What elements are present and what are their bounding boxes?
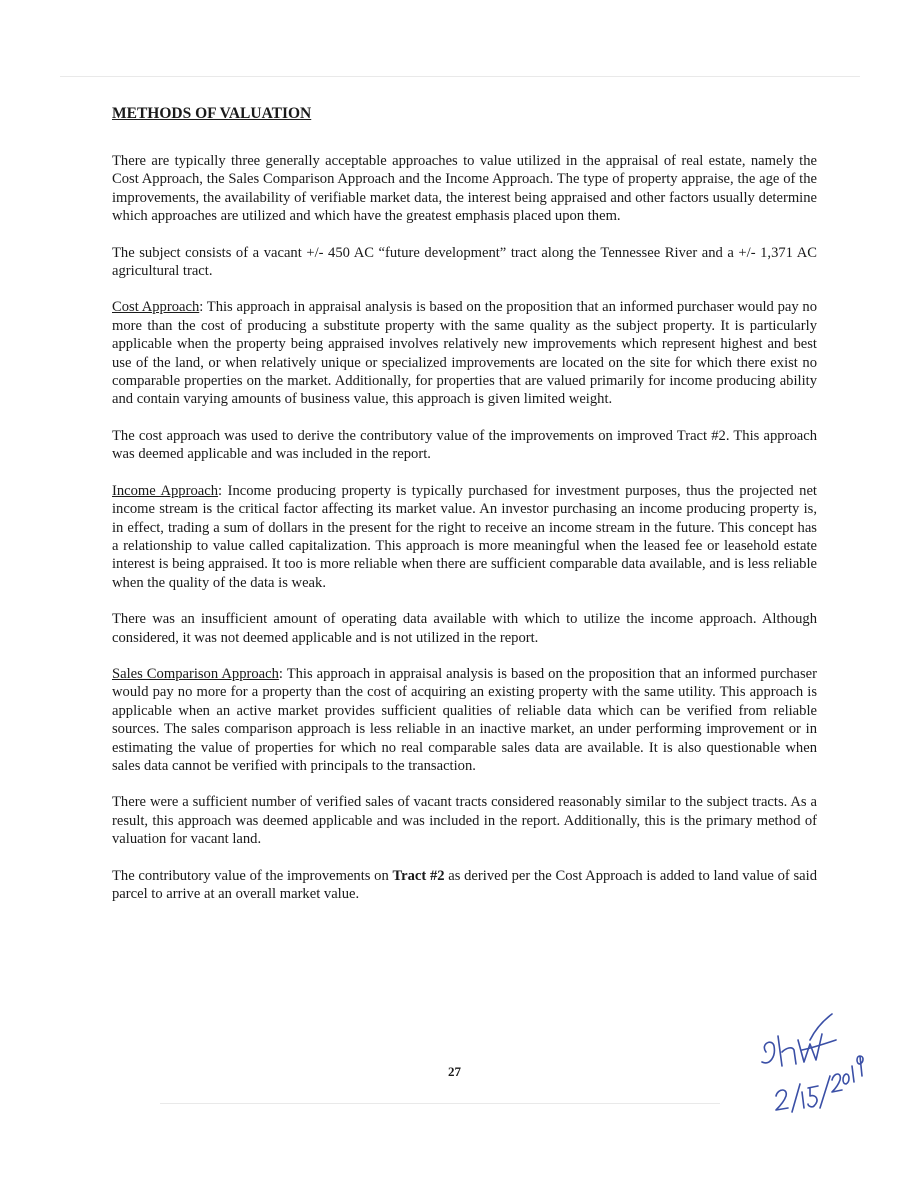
document-page [112, 98, 817, 921]
income-approach-paragraph [112, 482, 817, 592]
income-applied-paragraph: There was an insufficient amount of operating data available with which to utilize the income approach. Although considered, it was not deemed applicable and is not utilized in the report. [112, 611, 817, 646]
intro-paragraph: There are typically three generally acceptable approaches to value utilized in the appraisal of real estate, namely the Cost Approach, the Sales Comparison Approach and the Income Approach. The type of property appraise, the age of the improvements, the availability of verifiable market data, the interest being appraised and other factors usually determine which approaches are utilized and which have the greatest emphasis placed upon them. [112, 153, 817, 225]
conclusion-paragraph [112, 867, 817, 904]
cost-approach-text: : This approach in appraisal analysis is based on the proposition that an informed purchaser would pay no more than the cost of producing a substitute property with the same quality as the subject property. It is particularly applicable when the property being appraised involves relatively new improvements which represent highest and best use of the land, or when relatively unique or specialized improvements are located on the site for which there exist no comparable properties on the market. Additionally, for properties that are valued primarily for income producing ability and contain varying amounts of business value, this approach is given limited weight. [112, 299, 817, 408]
sales-comparison-label: Sales Comparison Approach [112, 665, 279, 682]
cost-approach-label: Cost Approach [112, 299, 200, 316]
income-approach-label: Income Approach [112, 482, 219, 499]
cost-applied-paragraph: The cost approach was used to derive the contributory value of the improvements on improved Tract #2. This approach was deemed applicable and was included in the report. [112, 427, 817, 463]
page-number: 27 [448, 1064, 461, 1079]
scan-edge-bottom [160, 1103, 720, 1104]
signature-stroke-date-15 [802, 1086, 818, 1108]
sales-applied-paragraph: There were a sufficient number of verified sales of vacant tracts considered reasonably similar to the subject tracts. As a result, this approach was deemed applicable and was included in the report. Additionally, this is the primary method of valuation for vacant land. [112, 794, 817, 848]
section-heading: METHODS OF VALUATION [112, 105, 312, 122]
signature-stroke-initial-1 [762, 1042, 774, 1063]
tract-reference: Tract #2 [392, 867, 445, 884]
signature-stroke-date-slash-1 [792, 1084, 800, 1112]
conclusion-text-before: The contributory value of the improvements on [112, 867, 393, 884]
income-approach-text: : Income producing property is typically purchased for investment purposes, thus the projected net income stream is the critical factor affecting its market value. An investor purchasing an income producing property is, in effect, trading a sum of dollars in the present for the right to receive an income stream in the future. This concept has a relationship to value called capitalization. This approach is more meaningful when the leased fee or leasehold estate interest is being appraised. It too is more reliable when there are sufficient comparable data available, and is less reliable when the quality of the data is weak. [112, 482, 817, 591]
scan-edge-top [60, 76, 860, 77]
conclusion-text-after: as derived per the Cost Approach is added to land value of said parcel to arrive at an overall market value. [112, 867, 817, 902]
signature-stroke-date-slash-2 [820, 1076, 830, 1108]
handwritten-signature [752, 1010, 877, 1125]
signature-stroke-date-2 [776, 1090, 788, 1110]
signature-stroke-initial-2 [778, 1036, 796, 1066]
sales-comparison-text: : This approach in appraisal analysis is based on the proposition that an informed purchaser would pay no more for a property than the cost of acquiring an existing property with the same utility. This approach is applicable when an active market provides sufficient qualities of reliable data which can be verified from reliable sources. The sales comparison approach is less reliable in an inactive market, an under performing improvement or in estimating the value of properties for which no real comparable sales data are available. It is also questionable when sales data cannot be verified with principals to the transaction. [112, 665, 818, 774]
subject-paragraph: The subject consists of a vacant +/- 450 AC “future development” tract along the Tennessee River and a +/- 1,371 AC agricultural tract. [112, 244, 817, 280]
signature-stroke-date-2019 [832, 1056, 863, 1092]
sales-comparison-paragraph [112, 665, 817, 775]
cost-approach-paragraph [112, 298, 817, 408]
